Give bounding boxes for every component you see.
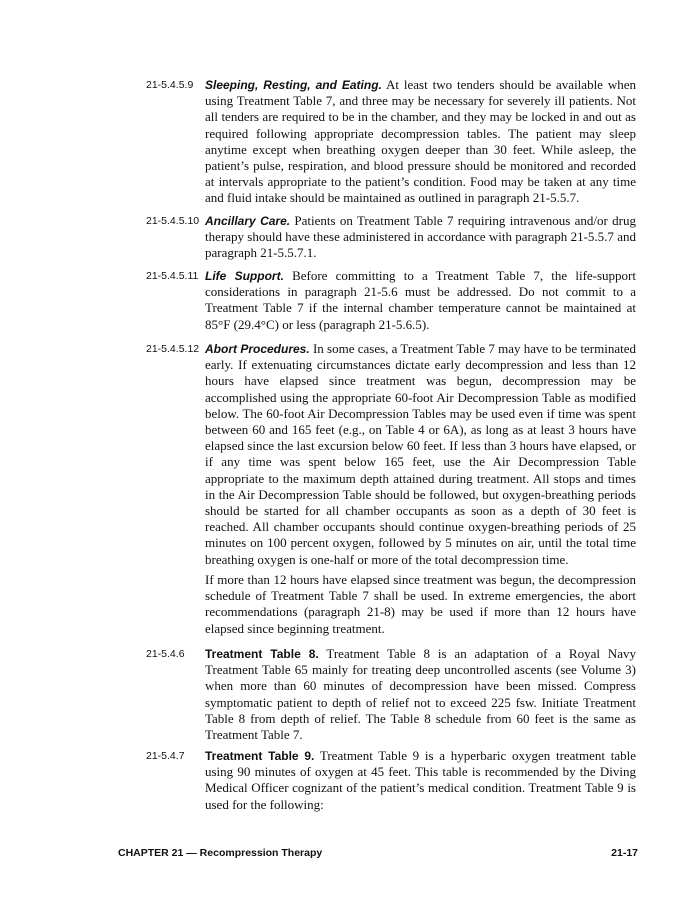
section-21-5-4-5-10: [146, 213, 636, 262]
section-number: 21-5.4.6: [146, 648, 185, 660]
page-footer: [118, 847, 638, 859]
abort-continuation: [146, 572, 636, 637]
section-text: At least two tenders should be available when using Treatment Table 7, and three may be necessary for severely ill patients. Not all tenders are required to be in the chamber, and they may be locked in and out as required following appropriate decompression tables. The patient may sleep anytime except when breathing oxygen deeper than 30 feet. While asleep, the patient’s pulse, respiration, and blood pressure should be monitored and recorded at intervals appropriate to the patient’s condition. Food may be taken at any time and fluid intake should be maintained as outlined in paragraph 21-5.5.7.: [205, 77, 636, 206]
section-21-5-4-5-11: [146, 268, 636, 333]
section-21-5-4-6: [146, 646, 636, 743]
section-number: 21-5.4.7: [146, 750, 185, 762]
section-text: Treatment Table 8 is an adaptation of a Royal Navy Treatment Table 65 mainly for treating deep uncontrolled ascents (see Volume 3) when more than 60 minutes of decompression have been missed. Compress symptomatic patient to depth of relief not to exceed 225 fsw. Initiate Treatment Table 8 from depth of relief. The Table 8 schedule from 60 feet is the same as Treatment Table 7.: [205, 646, 636, 743]
footer-page-number: 21-17: [611, 847, 638, 859]
footer-chapter-title: CHAPTER 21 — Recompression Therapy: [118, 847, 323, 859]
section-text: In some cases, a Treatment Table 7 may have to be terminated early. If extenuating circumstances dictate early decompression and less than 12 hours have elapsed since treatment was begun, decompression may be accomplished using the appropriate 60-foot Air Decompression Table as modified below. The 60-foot Air Decompression Tables may be used even if time was spent between 60 and 165 feet (e.g., on Table 4 or 6A), as long as at least 3 hours have elapsed since the last excursion below 60 feet. If less than 3 hours have elapsed, or if any time was spent below 165 feet, use the Air Decompression Table appropriate to the maximum depth attained during treatment. All stops and times in the Air Decompression Table should be followed, but oxygen-breathing periods should be started for all chamber occupants as soon as a depth of 30 feet is reached. All chamber occupants should continue oxygen-breathing periods of 25 minutes on 100 percent oxygen, followed by 5 minutes on air, until the total time breathing oxygen is one-half or more of the total decompression time.: [205, 341, 636, 567]
section-number: 21-5.4.5.9: [146, 79, 194, 91]
section-heading: Abort Procedures.: [205, 342, 310, 356]
section-21-5-4-7: [146, 748, 636, 813]
section-21-5-4-5-9: [146, 77, 636, 207]
section-number: 21-5.4.5.11: [146, 270, 199, 282]
section-heading: Life Support.: [205, 269, 284, 283]
section-heading: Treatment Table 9.: [205, 749, 315, 763]
section-heading: Treatment Table 8.: [205, 647, 319, 661]
section-text: Treatment Table 9 is a hyperbaric oxygen treatment table using 90 minutes of oxygen at 45 feet. This table is recommended by the Diving Medical Officer cognizant of the patient’s medical condition. Treatment Table 9 is used for the following:: [205, 748, 637, 812]
section-heading: Ancillary Care.: [205, 214, 291, 228]
section-text: Patients on Treatment Table 7 requiring intravenous and/or drug therapy should have these administered in accordance with paragraph 21-5.5.7 and paragraph 21-5.5.7.1.: [205, 213, 637, 261]
section-text: If more than 12 hours have elapsed since treatment was begun, the decompression schedule of Treatment Table 7 shall be used. In extreme emergencies, the abort recommendations (paragraph 21-8) may be used if more than 12 hours have elapsed since beginning treatment.: [205, 572, 636, 636]
section-heading: Sleeping, Resting, and Eating.: [205, 78, 382, 92]
section-number: 21-5.4.5.12: [146, 343, 200, 355]
section-number: 21-5.4.5.10: [146, 215, 200, 227]
section-21-5-4-5-12: [146, 341, 636, 568]
section-text: Before committing to a Treatment Table 7, the life-support considerations in paragraph 21-5.6 must be addressed. Do not commit to a Treatment Table 7 if the internal chamber temperature cannot be maintained at 85°F (29.4°C) or less (paragraph 21-5.6.5).: [205, 268, 637, 332]
